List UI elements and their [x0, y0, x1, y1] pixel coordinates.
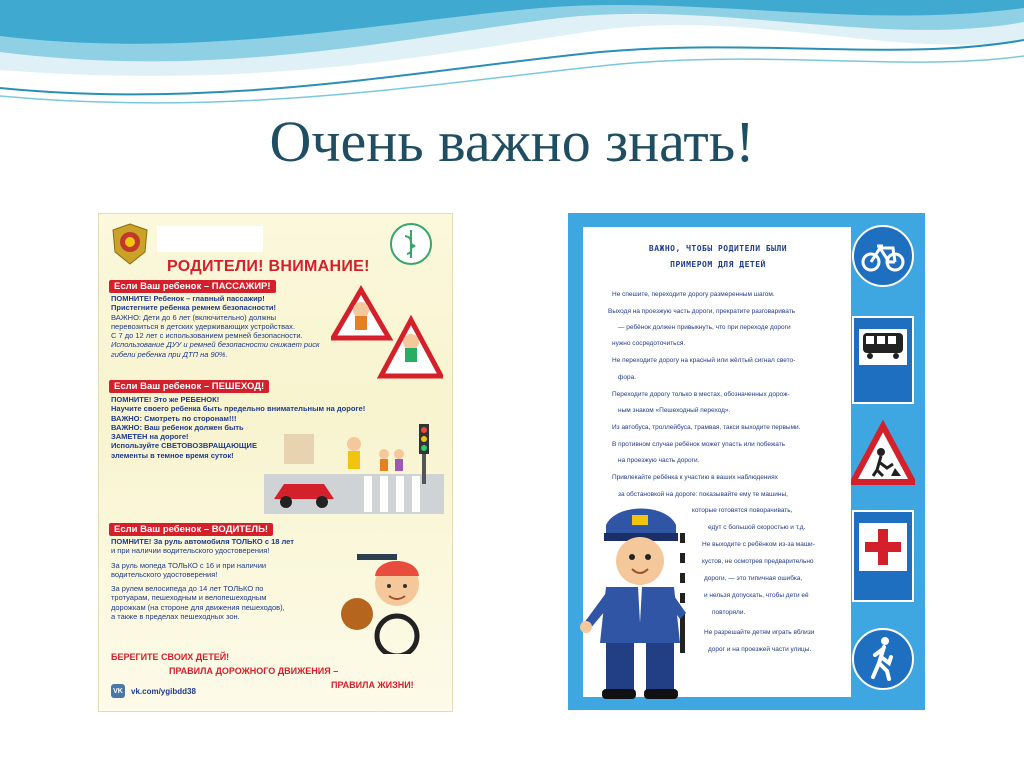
- parents-example-poster: [568, 213, 925, 710]
- traffic-police-emblem-icon: [109, 222, 151, 266]
- rule-line: дорог и на проезжей части улицы.: [708, 646, 812, 653]
- rule-line: В противном случае ребёнок может упасть или побежать: [612, 441, 786, 448]
- rule-line: — ребёнок должен привыкнуть, что при переходе дороги: [618, 324, 791, 331]
- rule-line: на проезжую часть дороги.: [618, 457, 700, 464]
- traffic-officer-illustration: [576, 503, 706, 703]
- rule-line: фора.: [618, 374, 636, 381]
- passenger-header: Если Ваш ребенок – ПАССАЖИР!: [109, 280, 276, 293]
- child-driver-illustration: [327, 544, 445, 654]
- health-logo-icon: [389, 222, 433, 266]
- slide-title: Очень важно знать!: [269, 109, 755, 174]
- rule-line: повторяли.: [712, 609, 746, 616]
- rule-line: Не разрешайте детям играть вблизи: [704, 629, 815, 636]
- rule-line: Не спешите, переходите дорогу размеренным шагом.: [612, 291, 775, 298]
- rule-line: Переходите дорогу только в местах, обозначенных дорож-: [612, 391, 790, 398]
- road-works-sign-icon: [851, 418, 915, 490]
- first-aid-sign-icon: [851, 509, 915, 603]
- vk-url: vk.com/ygibdd38: [131, 686, 196, 696]
- rule-line: ным знаком «Пешеходный переход».: [618, 407, 731, 414]
- rule-line: едут с большой скоростью и т.д.: [708, 524, 806, 531]
- parents-attention-poster: [98, 213, 453, 712]
- rule-line: за обстановкой на дороге: показывайте ему те машины,: [618, 491, 788, 498]
- vk-link: [111, 684, 196, 698]
- child-car-seat-illustration: [331, 280, 443, 380]
- rule-line: и нельзя допускать, чтобы дети её: [704, 592, 809, 599]
- rule-line: Не переходите дорогу на красный или жёлтый сигнал свето-: [612, 357, 796, 364]
- rule-line: кустов, не осмотрев предварительно: [702, 558, 814, 565]
- bottom-slogan-3: ПРАВИЛА ЖИЗНИ!: [331, 680, 414, 690]
- blank-label: [157, 226, 263, 252]
- street-crossing-illustration: [264, 414, 444, 514]
- passenger-text: ПОМНИТЕ! Ребенок – главный пассажир! Пристегните ребенка ремнем безопасности! ВАЖНО: Дети до 6 лет (включительно) должны перевозиться в детских удерживающих устройствах. С 7 до 12 лет с использованием ремней безопасности. Использование ДУУ и ремней безопасности снижает риск гибели ребенка при ДТП на 90%.: [111, 294, 320, 359]
- poster-heading: РОДИТЕЛИ! ВНИМАНИЕ!: [167, 258, 370, 275]
- driver-text: ПОМНИТЕ! За руль автомобиля ТОЛЬКО с 18 лет и при наличии водительского удостоверения! За руль мопеда ТОЛЬКО с 16 и при наличии водительского удостоверения! За рулем велосипеда до 14 лет ТОЛЬКО по тротуарам, пешеходным и велопешеходным дорожкам (на стороне для движения пешеходов), а также в пределах пешеходных зон.: [111, 537, 294, 622]
- bus-stop-sign-icon: [851, 315, 915, 405]
- rule-line: нужно сосредоточиться.: [612, 340, 686, 347]
- rule-line: Выходя на проезжую часть дороги, прекратите разговаривать: [608, 308, 796, 315]
- rule-line: Привлекайте ребёнка к участию в ваших наблюдениях: [612, 474, 778, 481]
- vk-icon: VK: [111, 684, 125, 698]
- pedestrian-path-sign-icon: [851, 623, 915, 695]
- rule-line: дороги, — это типичная ошибка,: [704, 575, 803, 582]
- poster-heading: ВАЖНО, ЧТОБЫ РОДИТЕЛИ БЫЛИ ПРИМЕРОМ ДЛЯ ДЕТЕЙ: [648, 244, 788, 269]
- bicycle-sign-icon: [851, 223, 915, 289]
- bottom-slogan-1: БЕРЕГИТЕ СВОИХ ДЕТЕЙ!: [111, 652, 230, 662]
- pedestrian-header: Если Ваш ребенок – ПЕШЕХОД!: [109, 380, 269, 393]
- rule-line: которые готовятся поворачивать,: [692, 507, 793, 514]
- rule-line: Не выходите с ребёнком из-за маши-: [702, 541, 815, 548]
- driver-header: Если Ваш ребенок – ВОДИТЕЛЬ!: [109, 523, 273, 536]
- pedestrian-text: ПОМНИТЕ! Это же РЕБЕНОК! Научите своего ребенка быть предельно внимательным на дороге! ВАЖНО: Смотреть по сторонам!!! ВАЖНО: Ваш ребенок должен быть ЗАМЕТЕН на дороге! Используйте СВЕТОВОЗВРАЩАЮЩИЕ элементы в темное время суток!: [111, 395, 366, 460]
- rule-line: Из автобуса, троллейбуса, трамвая, такси выходите первыми.: [612, 424, 801, 431]
- bottom-slogan-2: ПРАВИЛА ДОРОЖНОГО ДВИЖЕНИЯ –: [169, 666, 339, 676]
